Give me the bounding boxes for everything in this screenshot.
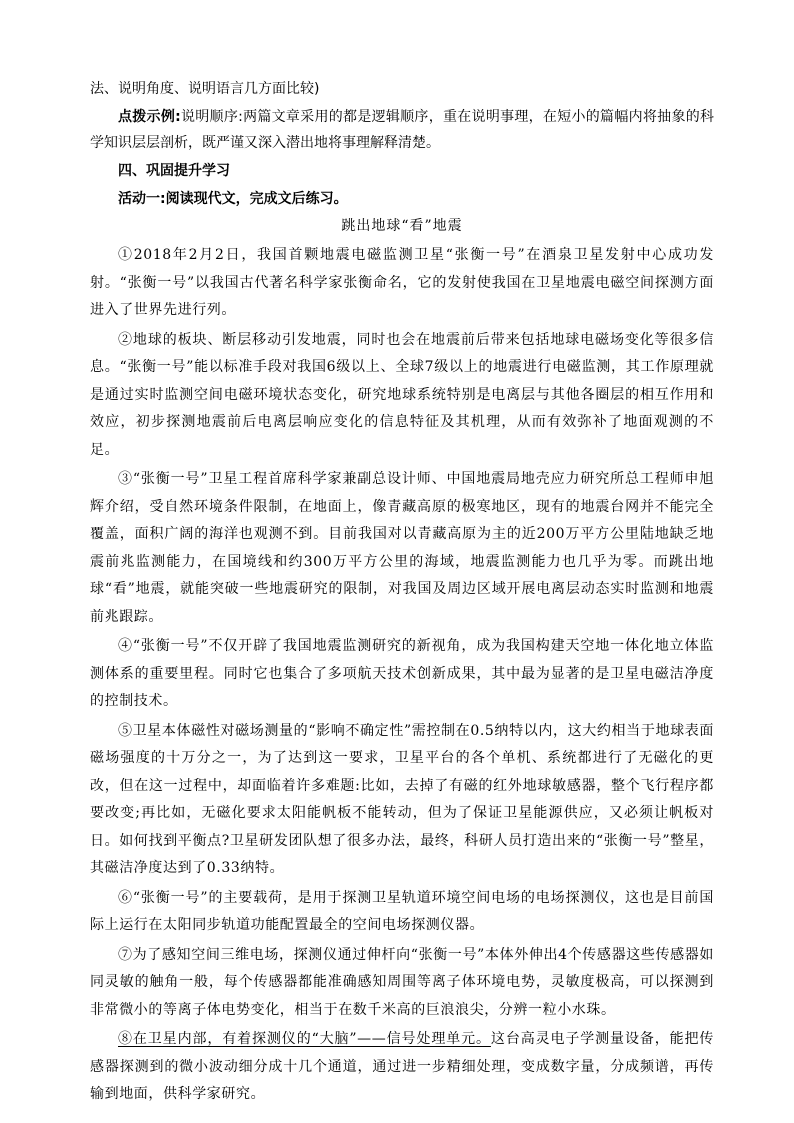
- section-heading: 四、巩固提升学习: [118, 163, 230, 179]
- hint-example-label: 点拨示例:: [118, 109, 181, 125]
- essay-paragraph-7: ⑦为了感知空间三维电场，探测仪通过伸杆向“张衡一号”本体外伸出4个传感器这些传感器如同灵敏的触角一般，每个传感器都能准确感知周围等离子体环境电势，灵敏度极高，可以探测到非常微小的等离子体电势变化，相当于在数千米高的巨浪浪尖，分辨一粒小水珠。: [90, 946, 714, 1018]
- hint-example-text: 说明顺序:两篇文章采用的都是逻辑顺序，重在说明事理，在短小的篇幅内将抽象的科学知识层层剖析，既严谨又深入潜出地将事理解释清楚。: [90, 109, 714, 151]
- essay-paragraph-6: ⑥“张衡一号”的主要载荷，是用于探测卫星轨道环境空间电场的电场探测仪，这也是目前国际上运行在太阳同步轨道功能配置最全的空间电场探测仪器。: [90, 889, 714, 933]
- hint-example-paragraph: [90, 104, 714, 156]
- underlined-sentence: ⑧在卫星内部，有着探测仪的“大脑”——信号处理单元。: [118, 1031, 491, 1047]
- essay-paragraph-2: ②地球的板块、断层移动引发地震，同时也会在地震前后带来包括地球电磁场变化等很多信息。“张衡一号”能以标准手段对我国6级以上、全球7级以上的地震进行电磁监测，其工作原理就是通过实时监测空间电磁环境状态变化，研究地球系统特别是电离层与其他各圈层的相互作用和效应，初步探测地震前后电离层响应变化的信息特征及其机理，从而有效弥补了地面观测的不足。: [90, 331, 714, 458]
- essay-paragraph-1: ①2018年2月2日，我国首颗地震电磁监测卫星“张衡一号”在酒泉卫星发射中心成功发射。“张衡一号”以我国古代著名科学家张衡命名，它的发射使我国在卫星地震电磁空间探测方面进入了世界先进行列。: [90, 247, 714, 318]
- activity-heading: 活动一:阅读现代文，完成文后练习。: [118, 191, 348, 207]
- essay-paragraph-5: ⑤卫星本体磁性对磁场测量的“影响不确定性”需控制在0.5纳特以内，这大约相当于地球表面磁场强度的十万分之一，为了达到这一要求，卫星平台的各个单机、系统都进行了无磁化的更改，但在这一过程中，却面临着许多难题:比如，去掉了有磁的红外地球敏感器，整个飞行程序都要改变;再比如，无磁化要求太阳能帆板不能转动，但为了保证卫星能源供应，又必须让帆板对日。如何找到平衡点?卫星研发团队想了很多办法，最终，科研人员打造出来的“张衡一号”整星，其磁洁净度达到了0.33纳特。: [90, 722, 714, 876]
- document-page: [90, 76, 714, 1111]
- essay-paragraph-3: ③“张衡一号”卫星工程首席科学家兼副总设计师、中国地震局地壳应力研究所总工程师申旭辉介绍，受自然环境条件限制，在地面上，像青藏高原的极寒地区，现有的地震台网并不能完全覆盖，面积广阔的海洋也观测不到。目前我国对以青藏高原为主的近200万平方公里陆地缺乏地震前兆监测能力，在国境线和约300万平方公里的海域，地震监测能力也几乎为零。而跳出地球“看”地震，就能突破一些地震研究的限制，对我国及周边区域开展电离层动态实时监测和地震前兆跟踪。: [90, 471, 714, 625]
- essay-paragraph-8: [90, 1026, 714, 1109]
- continued-text-line: 法、说明角度、说明语言几方面比较): [90, 81, 320, 97]
- essay-title: 跳出地球“看”地震: [341, 218, 463, 234]
- paragraph-8-rest: 这台高灵电子学测量设备，能把传感器探测到的微小波动细分成十几个通道，通过进一步精细处理，变成数字量，分成频谱，再传输到地面，供科学家研究。: [90, 1031, 715, 1102]
- essay-paragraph-4: ④“张衡一号”不仅开辟了我国地震监测研究的新视角，成为我国构建天空地一体化地立体监测体系的重要里程。同时它也集合了多项航天技术创新成果，其中最为显著的是卫星电磁洁净度的控制技术。: [90, 638, 714, 709]
